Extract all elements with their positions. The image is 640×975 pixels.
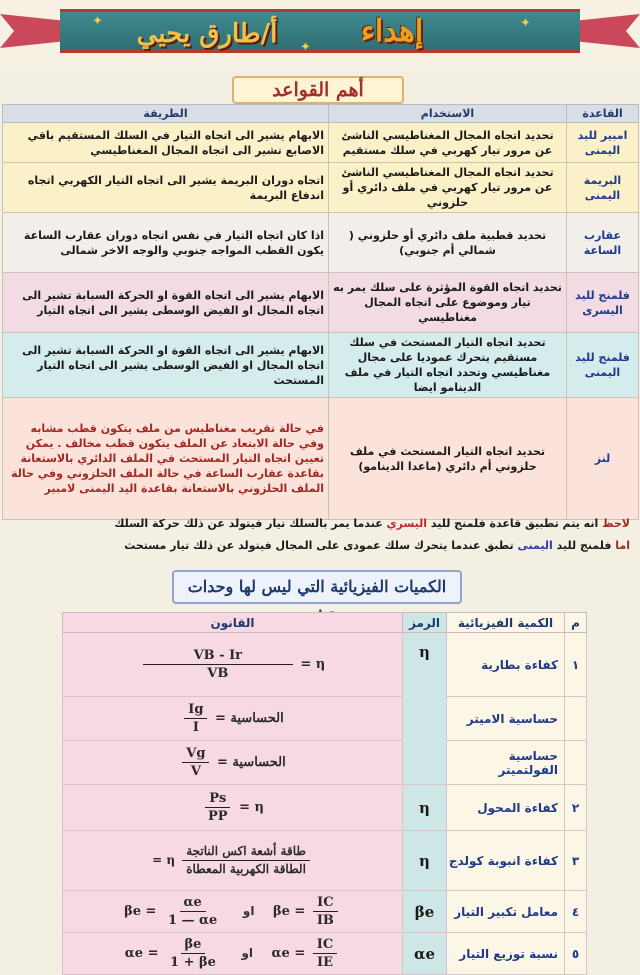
law-fraction <box>143 647 293 682</box>
fraction-denominator: 1 — αe <box>167 913 218 928</box>
rules-table-header <box>3 105 639 123</box>
fraction-denominator: VB <box>207 666 229 681</box>
law-fraction <box>182 843 310 878</box>
sparkle-icon: ✦ <box>92 14 103 29</box>
row-index: ٤ <box>565 891 587 933</box>
note-lead: اما <box>615 539 630 552</box>
row-index: ٣ <box>565 831 587 891</box>
rule-name: لنز <box>567 398 639 520</box>
fraction-numerator: VB - Ir <box>143 647 293 665</box>
rule-name: فلمنج لليد اليسرى <box>567 273 639 333</box>
rule-name: امبير لليد اليمنى <box>567 123 639 163</box>
fraction-denominator: IE <box>317 955 333 970</box>
fraction-numerator: IC <box>313 936 337 954</box>
law-lhs: الحساسية = <box>216 755 286 770</box>
ribbon-left-decoration <box>0 14 64 48</box>
law-fraction <box>204 790 232 825</box>
table-row <box>3 398 639 520</box>
law-lhs: η = <box>152 853 176 867</box>
banner-author: أ/طارق يحيي <box>136 19 278 49</box>
note-left-hand <box>10 516 630 532</box>
quantities-table-header <box>63 613 587 633</box>
table-row <box>3 163 639 213</box>
fraction-denominator: I <box>192 720 199 735</box>
banner-title: إهداء <box>360 14 424 49</box>
header-rule: القاعدة <box>567 105 639 123</box>
law-formula <box>63 633 403 697</box>
law-lhs: αe = <box>124 946 159 961</box>
row-index: ١ <box>565 633 587 697</box>
quantity-symbol: βe <box>403 891 447 933</box>
table-row <box>63 697 587 741</box>
law-formula <box>63 741 403 785</box>
law-fraction <box>184 701 207 736</box>
fraction-denominator: PP <box>208 809 228 824</box>
quantity-name: كفاءة المحول <box>447 785 565 831</box>
header-index: م <box>565 613 587 633</box>
rule-use: تحديد اتجاه المجال المغناطيسي الناشئ عن مرور تيار كهربي في سلك مستقيم <box>329 123 567 163</box>
fraction-numerator: βe <box>181 936 206 954</box>
fraction-numerator: Ig <box>184 701 207 719</box>
fraction-numerator: αe <box>180 894 206 912</box>
or-label: او <box>242 904 255 918</box>
sparkle-icon: ✦ <box>300 40 311 55</box>
table-row <box>3 273 639 333</box>
row-index <box>565 741 587 785</box>
law-lhs: η = <box>300 657 326 672</box>
law-formula <box>63 697 403 741</box>
rule-name: فلمنج لليد اليمنى <box>567 333 639 398</box>
law-fraction <box>313 894 338 929</box>
quantity-name: كفاءة بطارية <box>447 633 565 697</box>
quantity-symbol: η <box>403 785 447 831</box>
quantity-name: معامل تكبير التيار <box>447 891 565 933</box>
note-highlight: اليمنى <box>517 539 553 552</box>
law-formula <box>63 785 403 831</box>
rule-method: اذا كان اتجاه التيار في نفس اتجاه دوران عقارب الساعة يكون القطب المواجه جنوبي والوجه الاخر شمالى <box>3 213 329 273</box>
header-banner <box>0 0 640 66</box>
law-lhs: η = <box>239 800 264 815</box>
fraction-numerator: Ps <box>205 790 230 808</box>
quantity-symbol: η <box>403 831 447 891</box>
sparkle-icon: ✦ <box>520 16 531 31</box>
rule-method: الابهام يشير الى اتجاه التيار في السلك المستقيم باقي الاصابع تشير الى اتجاه المجال المغناطيسي <box>3 123 329 163</box>
law-fraction <box>313 936 337 971</box>
rule-use: تحديد قطبية ملف دائري أو حلزوني ( شمالي أم جنوبي) <box>329 213 567 273</box>
note-text: عندما يمر بالسلك تيار فيتولد عن ذلك حركة السلك <box>114 517 387 530</box>
table-row <box>3 333 639 398</box>
header-law: القانون <box>63 613 403 633</box>
row-index <box>565 697 587 741</box>
quantity-name: كفاءة انبوبة كولدج <box>447 831 565 891</box>
or-label: او <box>241 946 254 960</box>
law-lhs: الحساسية = <box>214 711 284 726</box>
quantities-section-heading: الكميات الفيزيائية التي ليس لها وحدات <box>172 570 462 604</box>
law-fraction <box>164 894 221 929</box>
table-row <box>63 933 587 975</box>
law-lhs: βe = <box>272 904 306 919</box>
fraction-numerator: IC <box>313 894 337 912</box>
ribbon-right-decoration <box>576 14 640 48</box>
note-highlight: اليسري <box>386 517 428 530</box>
header-symbol: الرمز <box>403 613 447 633</box>
note-text: انه يتم تطبيق قاعدة فلمنج لليد <box>427 517 599 530</box>
note-text: فلمنج لليد <box>552 539 616 552</box>
note-text: تطبق عندما يتحرك سلك عمودى على المجال فيتولد عن ذلك تيار مستحث <box>124 539 518 552</box>
rule-method: الابهام يشير الى اتجاه القوة او الحركة السبابة تشير الى اتجاه المجال او الفيض الوسطى يشير الى اتجاه التيار المستحث <box>3 333 329 398</box>
header-quantity: الكمية الفيزيائية <box>447 613 565 633</box>
table-row <box>63 785 587 831</box>
quantity-symbol: αe <box>403 933 447 975</box>
rule-use: تحديد اتجاه القوة المؤثرة على سلك يمر به تيار وموضوع على اتجاه المجال مغناطيسي <box>329 273 567 333</box>
quantity-symbol: η <box>403 633 447 785</box>
rules-section-heading: أهم القواعد <box>232 76 404 104</box>
fraction-denominator: V <box>190 764 201 779</box>
table-row <box>63 741 587 785</box>
quantity-name: حساسية الفولتميتر <box>447 741 565 785</box>
quantity-name: حساسية الاميتر <box>447 697 565 741</box>
row-index: ٥ <box>565 933 587 975</box>
fraction-numerator: طاقة أشعة اكس الناتجة <box>182 843 310 861</box>
rule-name: عقارب الساعة <box>567 213 639 273</box>
fraction-denominator: الطاقة الكهربية المعطاة <box>186 862 306 876</box>
rule-method: في حالة تقريب مغناطيس من ملف يتكون قطب مشابه وفي حالة الابتعاد عن الملف يتكون قطب مخالف . يمكن تعيين اتجاه التيار المستحث في الملف الدائري بالاستعانة بقاعدة عقارب الساعة في حالة الملف الحلزوني وفي حالة الملف الحلزوني بالاستعانة بقاعدة اليد اليمنى لامبير <box>3 398 329 520</box>
fraction-numerator: Vg <box>182 745 209 763</box>
header-method: الطريقة <box>3 105 329 123</box>
rule-method: اتجاه دوران البريمة يشير الى اتجاه التيار الكهربي اتجاه اندفاع البريمة <box>3 163 329 213</box>
fraction-denominator: IB <box>316 913 334 928</box>
rule-use: تحديد اتجاه المجال المغناطيسي الناشئ عن مرور تيار كهربي في ملف دائري أو حلزوني <box>329 163 567 213</box>
note-right-hand <box>10 538 630 554</box>
rule-name: البريمة اليمنى <box>567 163 639 213</box>
table-row <box>3 123 639 163</box>
rule-use: تحديد اتجاه التيار المستحث في ملف حلزوني أم دائري (ماعدا الدينامو) <box>329 398 567 520</box>
law-formula <box>63 891 403 933</box>
quantities-table <box>62 612 587 975</box>
fraction-denominator: 1 + βe <box>170 955 216 970</box>
header-use: الاستخدام <box>329 105 567 123</box>
note-lead: لاحظ <box>602 517 630 530</box>
law-lhs: βe = <box>124 904 157 919</box>
rule-use: تحديد اتجاه التيار المستحث في سلك مستقيم يتحرك عموديا على مجال مغناطيسي وتحدد اتجاه التيار في ملف الدينامو ايضا <box>329 333 567 398</box>
rule-method: الابهام يشير الى اتجاه القوة او الحركة السبابة تشير الى اتجاه المجال او الفيض الوسطى يشير الى اتجاه التيار <box>3 273 329 333</box>
row-index: ٢ <box>565 785 587 831</box>
table-row <box>3 213 639 273</box>
law-lhs: αe = <box>271 946 306 961</box>
table-row <box>63 891 587 933</box>
table-row <box>63 633 587 697</box>
law-formula <box>63 933 403 975</box>
rules-table <box>2 104 639 520</box>
law-fraction <box>166 936 220 971</box>
table-row <box>63 831 587 891</box>
law-fraction <box>182 745 209 780</box>
law-formula <box>63 831 403 891</box>
quantity-name: نسبة توزيع التيار <box>447 933 565 975</box>
